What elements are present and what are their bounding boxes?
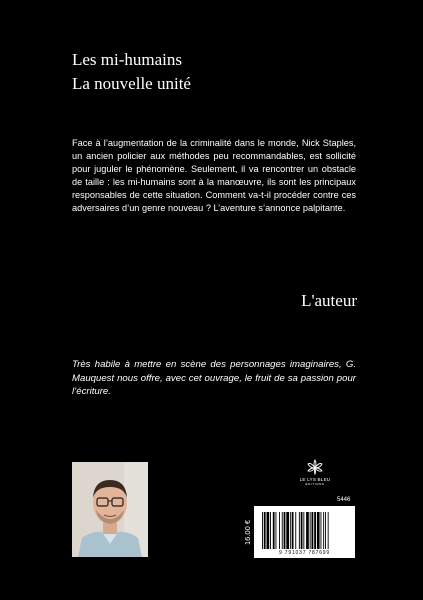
lotus-icon: [306, 458, 324, 476]
barcode-bar: [284, 512, 286, 549]
barcode-bar: [306, 512, 309, 549]
barcode-bar: [317, 512, 320, 549]
barcode-bar: [325, 512, 326, 549]
barcode-bar: [323, 512, 324, 549]
barcode-bar: [273, 512, 275, 549]
barcode-bar: [301, 512, 303, 549]
barcode-bar: [276, 512, 277, 549]
publisher-logo: [295, 458, 335, 506]
publisher-name: LE LYS BLEU: [299, 477, 331, 482]
reference-code: 5446: [337, 497, 351, 503]
barcode-bar: [321, 512, 322, 549]
barcode-bar: [328, 512, 329, 549]
publisher-subname: ÉDITIONS: [305, 482, 325, 486]
book-title: Les mi-humains: [72, 50, 183, 69]
barcode-bar: [286, 512, 289, 549]
barcode-bar: [264, 512, 266, 549]
barcode-bar: [262, 512, 263, 549]
isbn-digits: 9 791037 787699: [279, 550, 330, 556]
price-label: 16.00 €: [243, 519, 252, 545]
barcode-bar: [292, 512, 294, 549]
barcode-bar: [270, 512, 271, 549]
barcode-bar: [303, 512, 304, 549]
author-bio: Très habile à mettre en scène des personnages imaginaires, G. Mauquest nous offre, avec cet ouvrage, le fruit de sa passion pour l’écriture.: [72, 359, 356, 398]
barcode-bar: [299, 512, 300, 549]
barcode-bar: [295, 512, 296, 549]
barcode-bar: [290, 512, 291, 549]
barcode-bar: [312, 512, 314, 549]
author-heading: L'auteur: [301, 291, 357, 310]
barcode-bar: [282, 512, 283, 549]
book-subtitle: La nouvelle unité: [72, 74, 191, 93]
barcode-bar: [310, 512, 311, 549]
author-photo: [72, 462, 148, 557]
barcode-bar: [314, 512, 316, 549]
barcode-bar: [279, 512, 280, 549]
author-portrait-image: [72, 462, 148, 557]
synopsis-paragraph: Face à l’augmentation de la criminalité dans le monde, Nick Staples, un ancien policier aux méthodes peu recommandables, est sollicité pour juguler le phénomène. Seulement, il va rencontrer un obstacle de taille : les mi-humains sont à la manœuvre, ils sont les principaux responsables de cette situation. Comment va-t-il procéder contre ces adversaires d’un genre nouveau ? L’aventure s’annonce palpitante.: [72, 138, 356, 214]
barcode-bars: [262, 512, 348, 549]
isbn-barcode: [254, 506, 355, 558]
barcode-bar: [267, 512, 270, 549]
